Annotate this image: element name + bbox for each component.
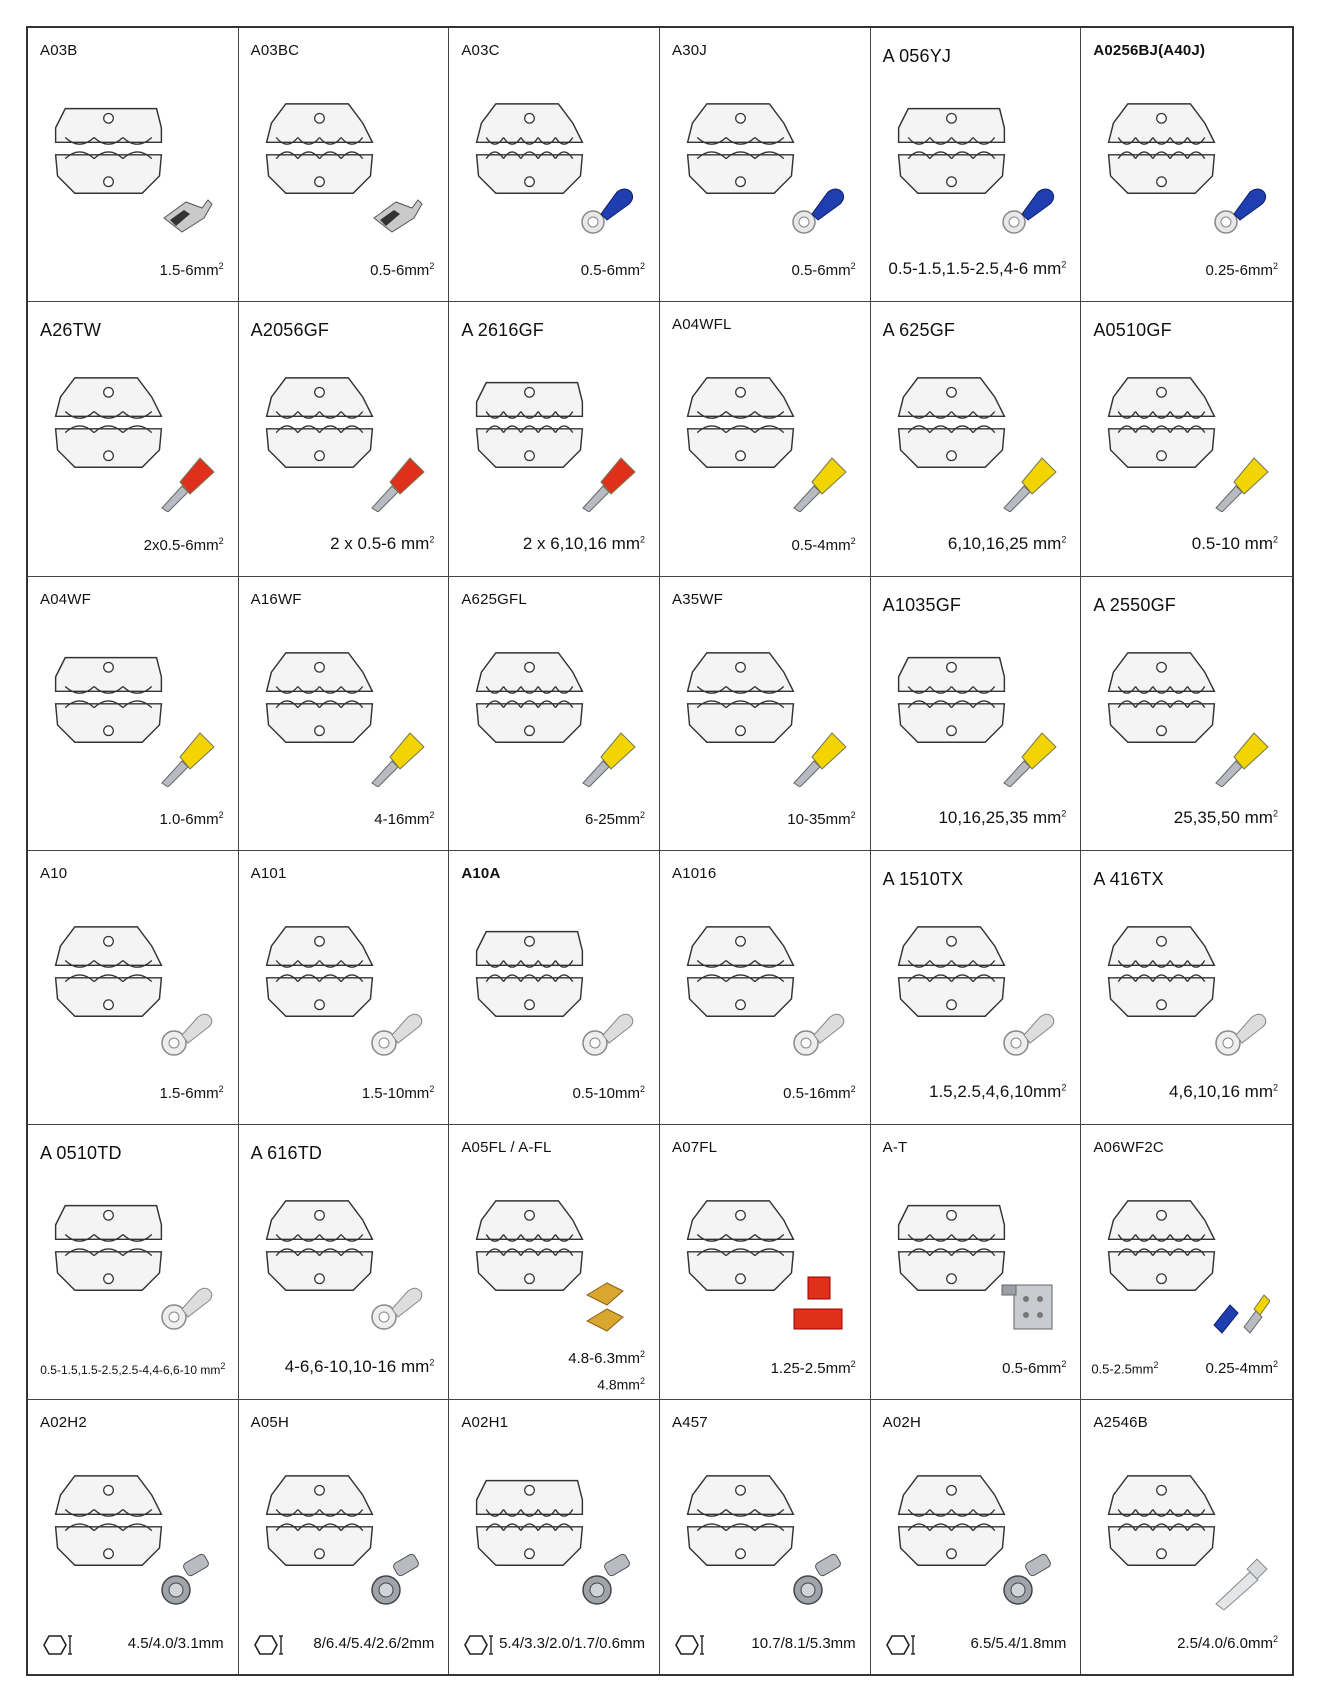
superscript-2: 2 [429,1084,435,1095]
crimp-range [330,534,434,554]
die-cell [660,1400,871,1674]
crimp-range [374,810,434,828]
crimp-die-drawing [1099,344,1224,479]
superscript-2: 2 [1061,1358,1067,1369]
terminal-image [366,1275,426,1335]
terminal-image [577,452,637,512]
die-model-code: A 1510TX [882,869,964,889]
crimp-die-drawing [678,893,803,1028]
crimp-die-drawing [257,1442,382,1577]
crimp-range-text: 0.25-4mm [1205,1359,1273,1377]
terminal-image [998,178,1058,238]
crimp-range [572,1084,645,1102]
crimp-range-text: 4.8-6.3mm [568,1349,640,1367]
crimp-range-text: 4.5/4.0/3.1mm [127,1635,224,1652]
superscript-2: 2 [429,261,435,272]
crimp-range-text: 8/6.4/5.4/2.6/2mm [313,1635,435,1652]
die-cell [28,302,239,576]
die-model-code: A 416TX [1093,869,1164,889]
crimp-range [159,1084,223,1102]
crimp-range [313,1635,434,1652]
crimp-die-drawing [1099,1167,1224,1302]
crimp-range [285,1357,435,1377]
crimp-range [1192,534,1278,554]
crimp-range-text: 0.25-6mm [1205,262,1273,280]
die-cell [28,1125,239,1399]
crimp-range-text: 0.5-16mm [783,1085,851,1103]
crimp-die-drawing [1099,70,1224,205]
crimp-die-drawing [467,344,592,479]
die-model-code: A0510GF [1093,320,1172,341]
superscript-2: 2 [1061,534,1067,544]
terminal-image [366,1001,426,1061]
die-model-code: A-T [882,1139,908,1157]
die-model-code: A04WFL [672,316,732,334]
crimp-range-left-text: 0.5-2.5mm [1091,1361,1154,1377]
superscript-2: 2 [1061,259,1067,270]
crimp-range [787,810,855,828]
superscript-2: 2 [218,1084,224,1095]
hex-crimp-icon [251,1632,285,1658]
crimp-range [888,259,1066,279]
hex-crimp-icon [672,1632,706,1658]
crimp-die-drawing [889,619,1014,754]
crimp-die-drawing [467,893,592,1028]
die-model-code: A 2550GF [1093,594,1176,615]
crimp-range [581,261,645,279]
die-cell [660,577,871,851]
die-model-code: A1035GF [882,594,962,615]
crimp-range-text: 0.5-10mm [572,1085,640,1103]
die-cell [239,1400,450,1674]
crimp-range [499,1635,645,1652]
crimp-die-drawing [889,893,1014,1028]
crimp-die-drawing [889,1167,1014,1302]
die-cell [871,1125,1082,1399]
crimp-range-text: 0.5-1.5,1.5-2.5,4-6 mm [888,259,1062,279]
die-cell [239,302,450,576]
crimp-range-text: 1.5-10mm [361,1085,430,1103]
crimp-range [1169,1082,1278,1102]
crimp-die-drawing [257,619,382,754]
crimp-die-drawing [46,893,171,1028]
die-cell [449,577,660,851]
crimp-die-drawing [678,344,803,479]
crimp-die-drawing [46,70,171,205]
crimp-range-text: 5.4/3.3/2.0/1.7/0.6mm [499,1635,645,1652]
terminal-image [156,1275,216,1335]
die-cell [28,1400,239,1674]
die-model-code: A16WF [250,590,302,608]
crimp-range-text: 0.5-6mm [580,262,640,280]
die-model-code: A07FL [672,1139,718,1157]
superscript-2: 2 [1061,808,1067,819]
die-cell [660,28,871,302]
die-model-code: A03BC [250,42,300,59]
crimp-die-drawing [467,70,592,205]
die-model-code: A 2616GF [461,320,544,341]
crimp-range [568,1349,645,1367]
crimp-die-drawing [467,1167,592,1302]
die-model-code: A26TW [40,320,102,341]
die-cell [449,851,660,1125]
die-model-code: A 056YJ [882,46,952,66]
terminal-image [366,178,426,238]
die-model-code: A02H2 [40,1413,87,1431]
die-cell [239,28,450,302]
crimp-range [585,810,645,828]
terminal-image [156,1001,216,1061]
crimp-die-drawing [889,1442,1014,1577]
superscript-2: 2 [220,1360,226,1371]
crimp-range [144,536,224,554]
die-model-code: A0256BJ(A40J) [1093,42,1206,59]
terminal-image [998,452,1058,512]
superscript-2: 2 [850,1084,856,1095]
crimp-die-drawing [678,1442,803,1577]
crimp-die-drawing [257,893,382,1028]
crimp-range-text: 4-16mm [374,811,430,828]
terminal-image [788,1275,848,1335]
superscript-2: 2 [1272,808,1278,819]
superscript-2: 2 [218,261,224,272]
crimp-range [159,810,223,828]
crimp-range [1205,261,1278,279]
crimp-range-text: 1.5-6mm [159,1085,219,1103]
die-model-code: A03B [40,42,78,59]
die-cell [449,302,660,576]
die-model-code: A10 [40,865,68,882]
terminal-image [788,452,848,512]
die-cell [1081,1125,1292,1399]
crimp-range-text: 0.5-6mm [791,262,851,280]
die-cell [660,851,871,1125]
die-cell [660,1125,871,1399]
crimp-range-secondary [597,1376,645,1393]
crimp-range-text: 6,10,16,25 mm [947,533,1062,553]
terminal-image [788,1550,848,1610]
terminal-image [156,727,216,787]
crimp-range [771,1359,856,1377]
crimp-range-text: 2 x 6,10,16 mm [522,533,640,553]
crimp-range-text: 25,35,50 mm [1173,808,1273,827]
terminal-image [156,1550,216,1610]
crimp-range-text: 4,6,10,16 mm [1169,1082,1273,1102]
superscript-2: 2 [639,534,645,544]
crimp-die-drawing [467,1442,592,1577]
superscript-2: 2 [1153,1360,1159,1371]
crimp-die-drawing [257,70,382,205]
crimp-range [751,1635,855,1652]
terminal-image [998,1275,1058,1335]
crimp-range [1177,1634,1278,1652]
superscript-2: 2 [639,261,645,272]
die-cell [660,302,871,576]
die-model-code: A 0510TD [40,1143,122,1164]
die-cell [239,851,450,1125]
terminal-image [156,178,216,238]
crimp-range [523,534,645,554]
crimp-die-drawing [1099,619,1224,754]
superscript-2: 2 [429,1357,435,1367]
die-model-code: A05FL / A-FL [461,1139,552,1157]
crimp-die-drawing [46,344,171,479]
superscript-2: 2 [639,1348,645,1359]
crimp-range [938,808,1066,828]
die-model-code: A04WF [40,590,92,608]
crimp-range-text: 2 x 0.5-6 mm [330,533,430,553]
superscript-2: 2 [1272,1358,1278,1369]
die-cell [239,577,450,851]
crimp-die-drawing [678,1167,803,1302]
crimp-range-text: 6-25mm [584,811,640,828]
crimp-range [783,1084,856,1102]
crimp-range-text: 1.0-6mm [159,811,219,828]
crimp-range-text: 1.5,2.5,4,6,10mm [929,1082,1062,1102]
terminal-image [366,1550,426,1610]
terminal-image [1210,1275,1270,1335]
die-model-code: A2056GF [250,320,330,341]
die-model-code: A06WF2C [1093,1139,1164,1157]
die-cell [871,28,1082,302]
crimp-range-text: 10-35mm [787,811,851,828]
die-cell [1081,851,1292,1125]
crimp-range-text: 6.5/5.4/1.8mm [970,1635,1067,1652]
terminal-image [577,1275,637,1335]
crimp-range [362,1084,435,1102]
crimp-die-drawing [1099,1442,1224,1577]
crimp-range [1002,1359,1066,1377]
crimp-range [128,1635,224,1652]
terminal-image [366,452,426,512]
terminal-image [998,1001,1058,1061]
superscript-2: 2 [850,1358,856,1369]
crimp-range [370,261,434,279]
crimp-die-drawing [678,619,803,754]
superscript-2: 2 [639,1084,645,1095]
die-model-code: A03C [461,42,500,59]
superscript-2: 2 [850,535,856,546]
die-model-code: A625GFL [461,590,527,608]
die-model-code: A30J [672,42,707,59]
die-model-code: A 625GF [882,320,956,341]
crimp-range [1205,1359,1278,1377]
die-cell [28,851,239,1125]
terminal-image [788,178,848,238]
terminal-image [1210,1001,1270,1061]
crimp-range-text: 0.5-6mm [370,262,430,280]
crimp-range-text: 2.5/4.0/6.0mm [1177,1635,1273,1652]
terminal-image [577,727,637,787]
superscript-2: 2 [218,535,224,546]
crimp-range [1174,808,1278,828]
die-cell [871,851,1082,1125]
hex-crimp-icon [461,1632,495,1658]
crimp-range-left [1091,1360,1158,1376]
crimp-die-drawing [1099,893,1224,1028]
die-cell [1081,1400,1292,1674]
crimp-range-text: 2x0.5-6mm [143,536,219,554]
die-cell [449,28,660,302]
die-cell [28,28,239,302]
die-model-code: A1016 [672,865,717,882]
hex-crimp-icon [883,1632,917,1658]
superscript-2: 2 [850,810,856,820]
die-catalog-grid [26,26,1294,1676]
crimp-die-drawing [467,619,592,754]
crimp-range [28,1361,238,1377]
crimp-die-drawing [889,70,1014,205]
die-model-code: A10A [461,865,501,882]
crimp-range-text: 0.5-4mm [791,536,851,554]
die-cell [871,302,1082,576]
superscript-2: 2 [429,810,435,820]
terminal-image [1210,727,1270,787]
terminal-image [366,727,426,787]
crimp-range-text: 4-6,6-10,10-16 mm [284,1356,430,1376]
crimp-die-drawing [889,344,1014,479]
crimp-range-text: 0.5-10 mm [1191,533,1273,553]
die-model-code: A35WF [672,590,724,608]
crimp-range-text: 0.5-6mm [1002,1359,1062,1377]
superscript-2: 2 [429,534,435,544]
terminal-image [1210,1550,1270,1610]
die-cell [871,577,1082,851]
crimp-range-text: 0.5-1.5,1.5-2.5,2.5-4,4-6,6-10 mm [40,1362,221,1377]
superscript-2: 2 [1272,1634,1278,1644]
die-model-code: A101 [250,865,287,882]
superscript-2: 2 [1061,1082,1067,1093]
superscript-2: 2 [850,261,856,272]
crimp-range [791,261,855,279]
die-cell [239,1125,450,1399]
die-model-code: A02H1 [461,1413,509,1431]
terminal-image [1210,452,1270,512]
crimp-die-drawing [257,344,382,479]
hex-crimp-icon [40,1632,74,1658]
die-model-code: A457 [672,1413,708,1431]
superscript-2: 2 [639,1376,645,1386]
crimp-die-drawing [678,70,803,205]
superscript-2: 2 [1272,534,1278,544]
terminal-image [156,452,216,512]
crimp-die-drawing [46,619,171,754]
crimp-range-text: 10.7/8.1/5.3mm [751,1635,856,1652]
crimp-die-drawing [257,1167,382,1302]
crimp-range [948,534,1066,554]
terminal-image [577,178,637,238]
crimp-die-drawing [46,1167,171,1302]
superscript-2: 2 [1272,261,1278,272]
crimp-range-text: 1.5-6mm [159,262,219,280]
die-model-code: A02H [882,1413,921,1431]
crimp-die-drawing [46,1442,171,1577]
crimp-range [791,536,855,554]
die-cell [28,577,239,851]
die-cell [449,1125,660,1399]
crimp-range [929,1082,1066,1102]
die-cell [1081,28,1292,302]
terminal-image [998,727,1058,787]
crimp-range-text: 10,16,25,35 mm [938,808,1062,827]
die-model-code: A2546B [1093,1413,1148,1431]
terminal-image [998,1550,1058,1610]
die-model-code: A 616TD [250,1143,323,1164]
terminal-image [788,1001,848,1061]
terminal-image [1210,178,1270,238]
die-cell [449,1400,660,1674]
die-cell [871,1400,1082,1674]
superscript-2: 2 [1272,1082,1278,1093]
die-cell [1081,577,1292,851]
crimp-range-secondary-text: 4.8mm [597,1376,640,1393]
terminal-image [577,1550,637,1610]
die-model-code: A05H [250,1413,289,1431]
die-cell [1081,302,1292,576]
terminal-image [577,1001,637,1061]
superscript-2: 2 [639,810,645,820]
terminal-image [788,727,848,787]
crimp-range [970,1635,1066,1652]
superscript-2: 2 [218,810,224,820]
crimp-range [159,261,223,279]
crimp-range-text: 1.25-2.5mm [770,1359,851,1377]
